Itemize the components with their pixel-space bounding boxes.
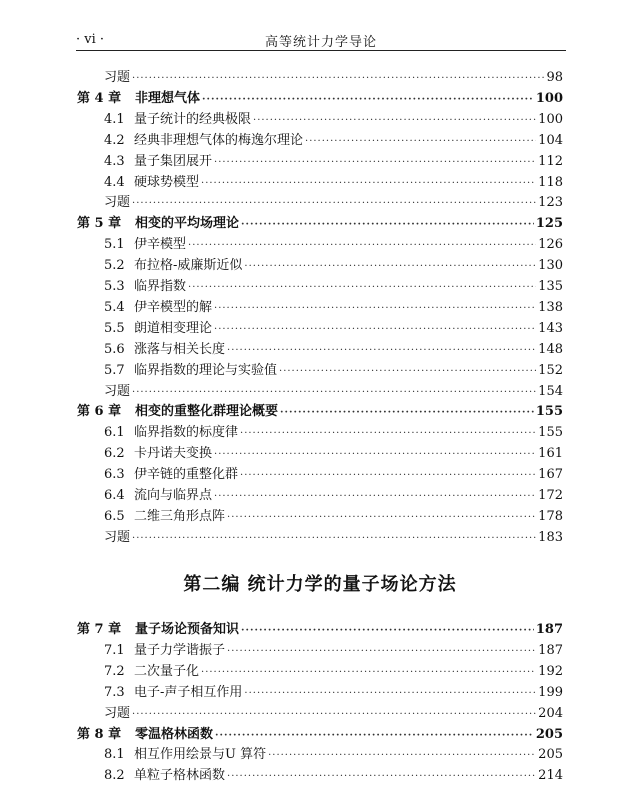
entry-number: 4.4 xyxy=(104,174,125,190)
entry-title: 非理想气体 xyxy=(135,90,201,106)
entry-page-number: 214 xyxy=(538,768,563,784)
leader-dots xyxy=(244,257,536,277)
toc-section-entry xyxy=(104,173,563,193)
leader-dots xyxy=(214,320,536,340)
entry-page-number: 178 xyxy=(538,508,563,524)
leader-dots xyxy=(132,529,536,549)
entry-title: 二次量子化 xyxy=(134,663,200,679)
toc-section-entry xyxy=(104,745,563,765)
entry-title: 习题 xyxy=(104,705,131,721)
entry-page-number: 123 xyxy=(538,195,563,211)
toc-section-entry xyxy=(104,110,563,130)
entry-title: 伊辛链的重整化群 xyxy=(134,467,239,483)
entry-page-number: 143 xyxy=(538,320,563,336)
leader-dots xyxy=(214,445,536,465)
entry-page-number: 205 xyxy=(535,726,563,742)
toc-section-entry xyxy=(104,683,563,703)
leader-dots xyxy=(240,466,536,486)
entry-number: 第 8 章 xyxy=(77,726,122,742)
entry-title: 相变的重整化群理论概要 xyxy=(135,404,279,420)
entry-number: 7.2 xyxy=(104,663,125,679)
leader-dots xyxy=(188,278,536,298)
entry-page-number: 187 xyxy=(535,622,563,637)
entry-page-number: 100 xyxy=(538,111,563,127)
entry-title: 布拉格-威廉斯近似 xyxy=(134,258,243,274)
entry-number: 5.5 xyxy=(104,320,125,336)
entry-title: 相变的平均场理论 xyxy=(135,216,240,232)
leader-dots xyxy=(201,663,536,683)
entry-number: 5.7 xyxy=(104,362,125,378)
entry-title: 习题 xyxy=(104,383,131,399)
entry-number: 5.6 xyxy=(104,341,125,357)
entry-number: 7.1 xyxy=(104,642,125,658)
entry-page-number: 98 xyxy=(546,70,563,85)
toc-chapter-entry xyxy=(77,89,563,109)
toc-section-entry xyxy=(104,662,563,682)
entry-title: 电子-声子相互作用 xyxy=(134,684,243,700)
entry-number: 5.1 xyxy=(104,237,125,253)
leader-dots xyxy=(227,508,536,528)
entry-number: 6.1 xyxy=(104,425,125,441)
toc-section-entry xyxy=(104,131,563,151)
leader-dots xyxy=(305,132,536,152)
entry-number: 4.1 xyxy=(104,111,125,127)
entry-number: 6.4 xyxy=(104,488,125,503)
entry-page-number: 100 xyxy=(535,90,563,106)
entry-page-number: 161 xyxy=(538,446,563,462)
entry-title: 量子力学谐振子 xyxy=(134,642,226,658)
entry-page-number: 155 xyxy=(538,425,563,441)
entry-page-number: 167 xyxy=(538,467,563,483)
entry-page-number: 183 xyxy=(538,529,563,545)
part-heading: 第二编 统计力学的量子场论方法 xyxy=(183,574,457,595)
leader-dots xyxy=(132,705,536,725)
toc-exercises-entry xyxy=(104,528,563,548)
toc-section-entry xyxy=(104,766,563,786)
entry-title: 涨落与相关长度 xyxy=(134,341,226,357)
leader-dots xyxy=(240,424,536,444)
entry-title: 临界指数的理论与实验值 xyxy=(134,362,278,378)
header-rule xyxy=(76,50,566,51)
toc-section-entry xyxy=(104,444,563,464)
book-title: 高等统计力学导论 xyxy=(264,35,377,50)
leader-dots xyxy=(279,362,536,382)
entry-number: 4.3 xyxy=(104,153,125,169)
entry-title: 量子集团展开 xyxy=(134,153,213,169)
leader-dots xyxy=(132,69,544,89)
leader-dots xyxy=(215,726,534,746)
toc-section-entry xyxy=(104,641,563,661)
entry-page-number: 125 xyxy=(535,216,563,232)
entry-page-number: 187 xyxy=(538,642,563,658)
entry-page-number: 130 xyxy=(538,258,563,274)
entry-page-number: 112 xyxy=(538,153,563,169)
toc-exercises-entry xyxy=(104,704,563,724)
entry-title: 量子场论预备知识 xyxy=(135,622,240,637)
entry-number: 5.4 xyxy=(104,299,125,315)
entry-title: 习题 xyxy=(104,70,131,85)
leader-dots xyxy=(280,403,534,423)
entry-title: 临界指数 xyxy=(134,279,187,294)
entry-page-number: 154 xyxy=(538,383,563,399)
toc-section-entry xyxy=(104,235,563,255)
toc-section-entry xyxy=(104,465,563,485)
toc-section-entry xyxy=(104,486,563,506)
entry-title: 习题 xyxy=(104,195,131,211)
entry-number: 6.3 xyxy=(104,467,125,483)
entry-page-number: 192 xyxy=(538,663,563,679)
entry-title: 单粒子格林函数 xyxy=(134,768,226,784)
entry-title: 经典非理想气体的梅逸尔理论 xyxy=(134,132,304,148)
entry-page-number: 199 xyxy=(538,684,563,700)
entry-title: 相互作用绘景与U 算符 xyxy=(134,747,267,763)
toc-chapter-entry xyxy=(77,725,563,745)
toc-section-entry xyxy=(104,507,563,527)
leader-dots xyxy=(214,153,536,173)
entry-page-number: 205 xyxy=(538,747,563,763)
entry-page-number: 135 xyxy=(538,279,563,294)
toc-section-entry xyxy=(104,423,563,443)
entry-title: 朗道相变理论 xyxy=(134,320,213,336)
leader-dots xyxy=(214,487,536,507)
leader-dots xyxy=(202,90,534,110)
entry-number: 4.2 xyxy=(104,132,125,148)
toc-section-entry xyxy=(104,319,563,339)
entry-title: 临界指数的标度律 xyxy=(134,425,239,441)
page-number: · vi · xyxy=(76,32,105,47)
entry-page-number: 152 xyxy=(538,362,563,378)
entry-title: 零温格林函数 xyxy=(135,726,214,742)
toc-exercises-entry xyxy=(104,382,563,402)
entry-number: 第 6 章 xyxy=(77,404,122,420)
leader-dots xyxy=(201,174,536,194)
leader-dots xyxy=(253,111,536,131)
entry-number: 7.3 xyxy=(104,684,125,700)
entry-page-number: 104 xyxy=(538,132,563,148)
toc-section-entry xyxy=(104,256,563,276)
entry-title: 习题 xyxy=(104,529,131,545)
entry-number: 第 4 章 xyxy=(77,90,122,106)
leader-dots xyxy=(227,642,536,662)
leader-dots xyxy=(227,341,536,361)
entry-title: 卡丹诺夫变换 xyxy=(134,446,213,462)
toc-section-entry xyxy=(104,277,563,297)
toc-chapter-entry xyxy=(77,402,563,422)
entry-title: 硬球势模型 xyxy=(134,174,200,190)
toc-section-entry xyxy=(104,361,563,381)
leader-dots xyxy=(132,383,536,403)
entry-page-number: 118 xyxy=(538,174,563,190)
entry-number: 第 5 章 xyxy=(77,216,122,232)
entry-page-number: 138 xyxy=(538,299,563,315)
entry-page-number: 126 xyxy=(538,237,563,253)
entry-page-number: 172 xyxy=(538,488,563,503)
leader-dots xyxy=(241,621,534,641)
toc-section-entry xyxy=(104,298,563,318)
leader-dots xyxy=(268,746,536,766)
entry-title: 二维三角形点阵 xyxy=(134,508,226,524)
toc-exercises-entry xyxy=(104,68,563,88)
page-header xyxy=(76,28,566,50)
leader-dots xyxy=(188,236,536,256)
entry-title: 伊辛模型 xyxy=(134,237,187,253)
entry-number: 5.3 xyxy=(104,279,125,294)
entry-title: 流向与临界点 xyxy=(134,488,213,503)
entry-title: 量子统计的经典极限 xyxy=(134,111,252,127)
leader-dots xyxy=(244,684,536,704)
entry-page-number: 204 xyxy=(538,705,563,721)
toc-section-entry xyxy=(104,340,563,360)
entry-number: 6.5 xyxy=(104,508,125,524)
leader-dots xyxy=(227,767,536,787)
entry-number: 6.2 xyxy=(104,446,125,462)
entry-number: 8.1 xyxy=(104,747,125,763)
entry-page-number: 148 xyxy=(538,341,563,357)
entry-number: 8.2 xyxy=(104,768,125,784)
toc-exercises-entry xyxy=(104,193,563,213)
leader-dots xyxy=(132,194,536,214)
entry-title: 伊辛模型的解 xyxy=(134,299,213,315)
entry-number: 5.2 xyxy=(104,258,125,274)
entry-page-number: 155 xyxy=(535,404,563,420)
toc-section-entry xyxy=(104,152,563,172)
entry-number: 第 7 章 xyxy=(77,622,122,637)
leader-dots xyxy=(214,299,536,319)
leader-dots xyxy=(241,215,534,235)
toc-chapter-entry xyxy=(77,214,563,234)
toc-chapter-entry xyxy=(77,620,563,640)
